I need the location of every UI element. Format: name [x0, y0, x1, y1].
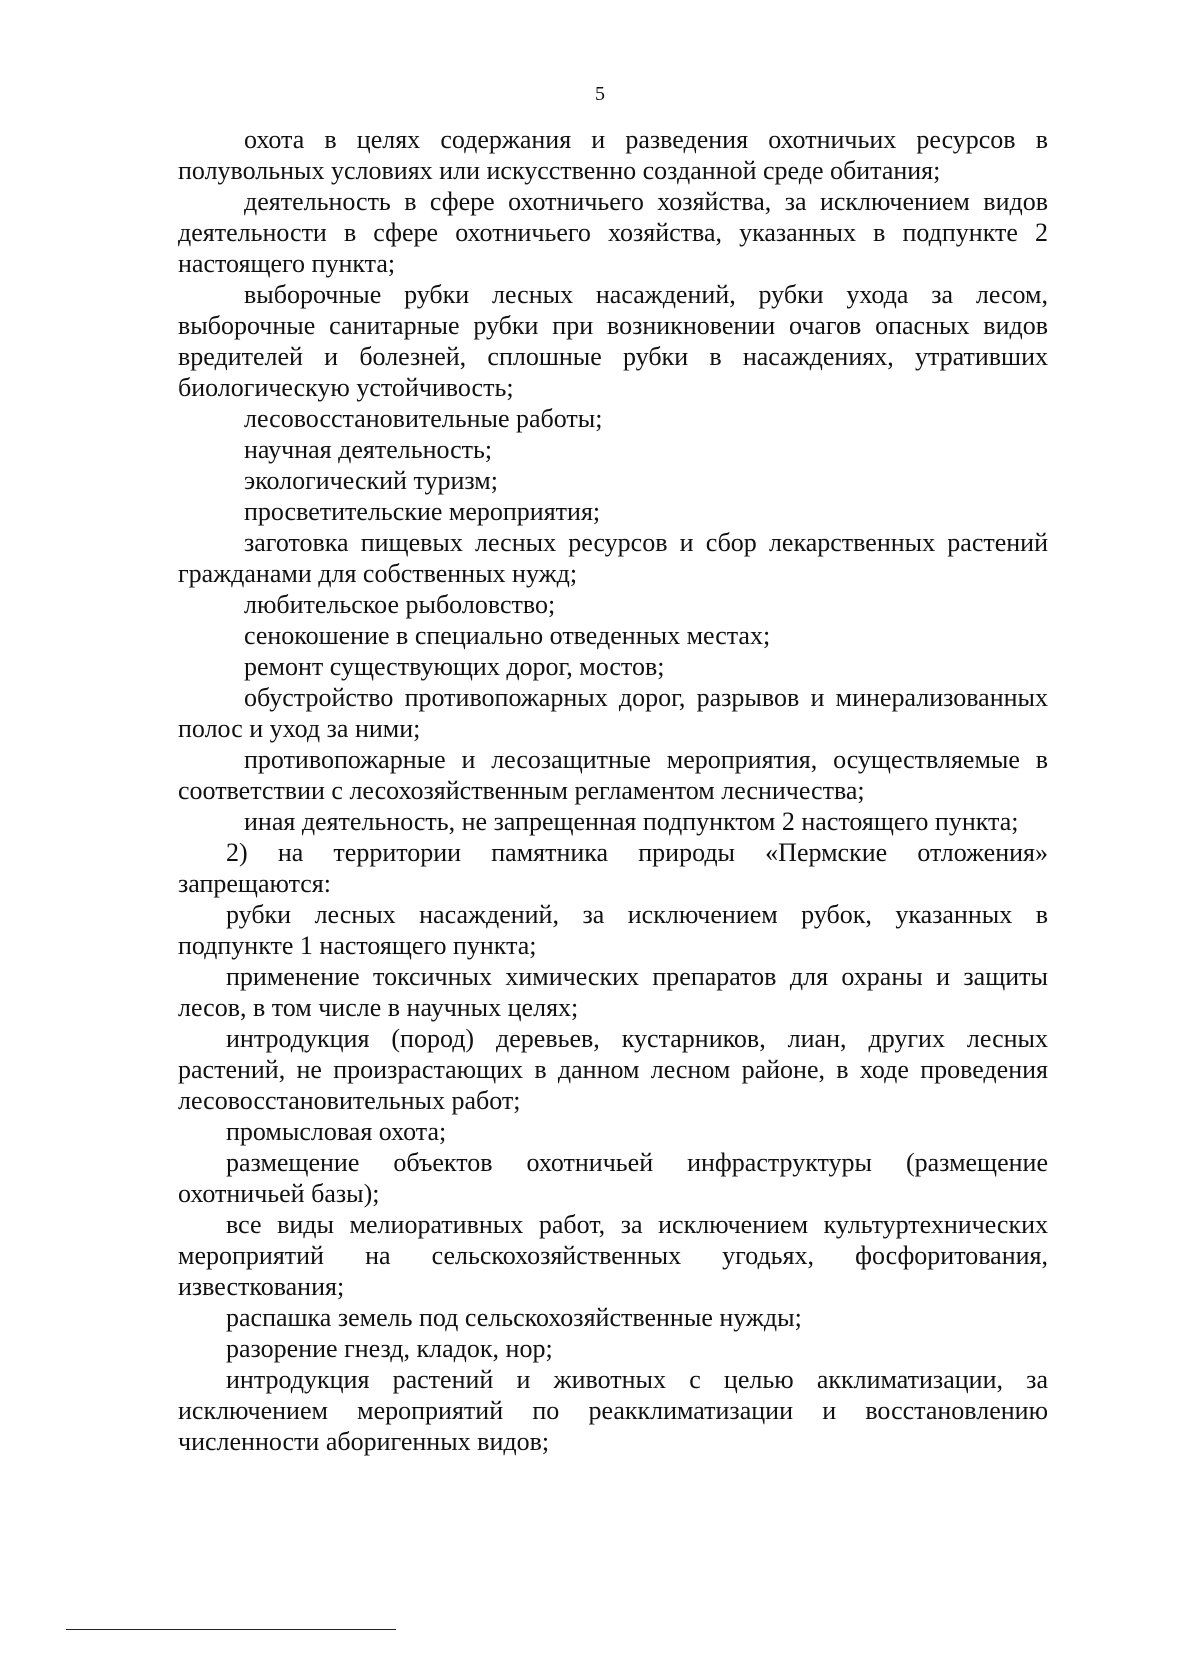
paragraph: обустройство противопожарных дорог, разрывов и минерализованных полос и уход за ними;	[178, 683, 1048, 743]
paragraph: разорение гнезд, кладок, нор;	[226, 1334, 553, 1363]
paragraph: 2) на территории памятника природы «Пермские отложения» запрещаются:	[178, 838, 1048, 898]
paragraph: ремонт существующих дорог, мостов;	[244, 652, 665, 681]
page-number: 5	[595, 83, 605, 105]
paragraph: деятельность в сфере охотничьего хозяйства, за исключением видов деятельности в сфере охотничьего хозяйства, указанных в подпункте 2 настоящего пункта;	[178, 187, 1048, 278]
paragraph: заготовка пищевых лесных ресурсов и сбор лекарственных растений гражданами для собственных нужд;	[178, 528, 1048, 588]
paragraph: любительское рыболовство;	[244, 590, 556, 619]
footer-rule	[66, 1629, 396, 1630]
paragraph: охота в целях содержания и разведения охотничьих ресурсов в полувольных условиях или искусственно созданной среде обитания;	[178, 125, 1048, 185]
paragraph: все виды мелиоративных работ, за исключением культуртехнических мероприятий на сельскохозяйственных угодьях, фосфоритования, известкования;	[178, 1210, 1048, 1301]
paragraph: научная деятельность;	[244, 435, 493, 464]
paragraph: экологический туризм;	[244, 466, 498, 495]
paragraph: применение токсичных химических препаратов для охраны и защиты лесов, в том числе в научных целях;	[178, 962, 1048, 1022]
paragraph: рубки лесных насаждений, за исключением рубок, указанных в подпункте 1 настоящего пункта;	[178, 900, 1048, 960]
paragraph: просветительские мероприятия;	[244, 497, 601, 526]
paragraph: размещение объектов охотничьей инфраструктуры (размещение охотничьей базы);	[178, 1148, 1048, 1208]
paragraph: лесовосстановительные работы;	[244, 404, 603, 433]
paragraph: сенокошение в специально отведенных местах;	[244, 621, 771, 650]
paragraph: интродукция (пород) деревьев, кустарников, лиан, других лесных растений, не произрастающих в данном лесном районе, в ходе проведения лесовосстановительных работ;	[178, 1024, 1048, 1115]
paragraph: выборочные рубки лесных насаждений, рубки ухода за лесом, выборочные санитарные рубки при возникновении очагов опасных видов вредителей и болезней, сплошные рубки в насаждениях, утративших биологическую устойчивость;	[178, 280, 1048, 402]
paragraph: противопожарные и лесозащитные мероприятия, осуществляемые в соответствии с лесохозяйственным регламентом лесничества;	[178, 745, 1048, 805]
paragraph: иная деятельность, не запрещенная подпунктом 2 настоящего пункта;	[244, 807, 1019, 836]
paragraph: промысловая охота;	[226, 1117, 447, 1146]
paragraph: интродукция растений и животных с целью акклиматизации, за исключением мероприятий по реакклиматизации и восстановлению численности аборигенных видов;	[178, 1365, 1048, 1456]
document-body	[178, 124, 1048, 1457]
paragraph: распашка земель под сельскохозяйственные нужды;	[226, 1303, 802, 1332]
